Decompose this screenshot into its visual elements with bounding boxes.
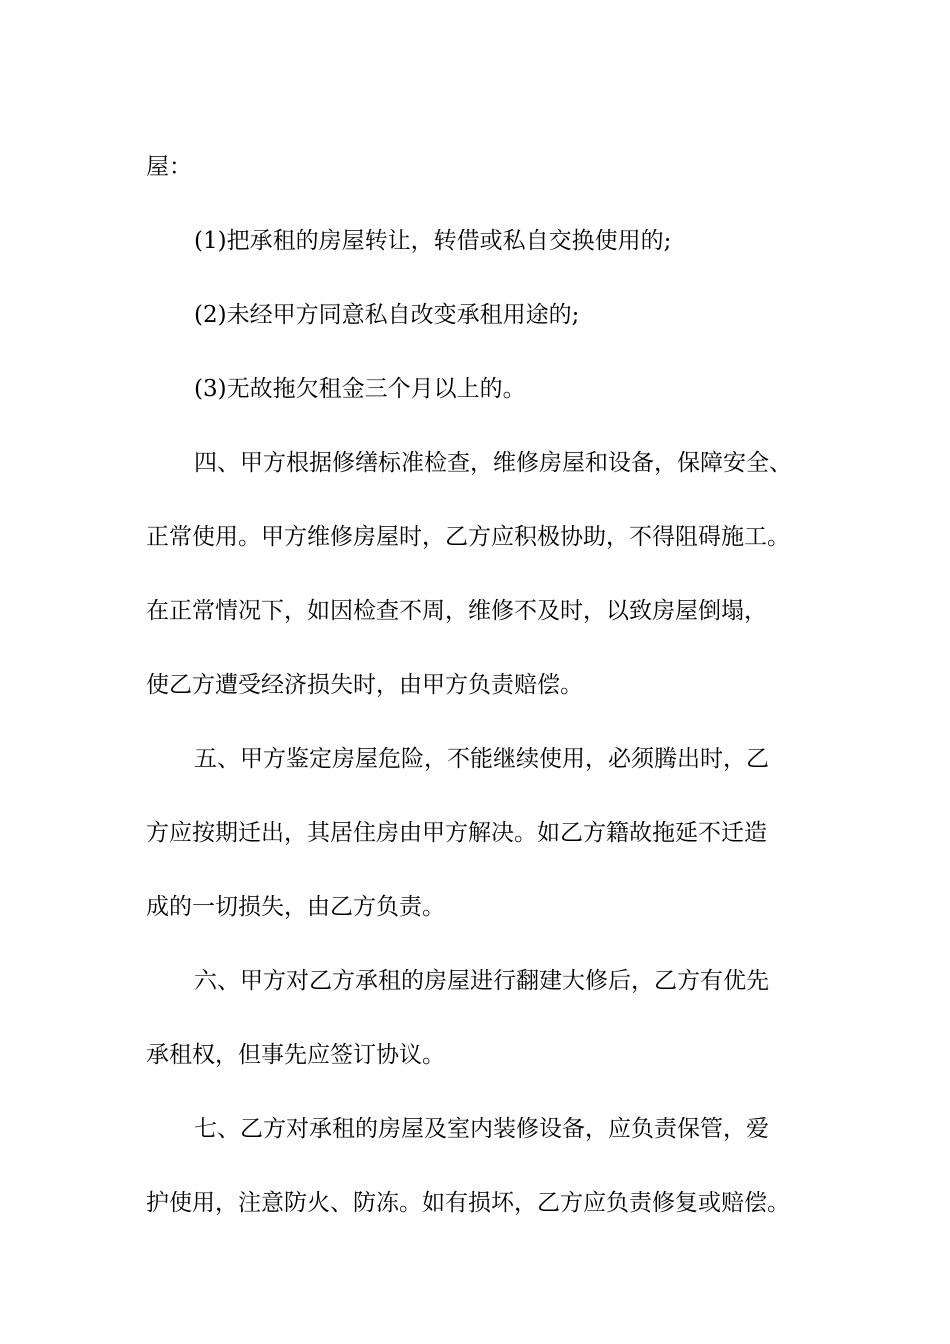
text-line: 屋： bbox=[146, 154, 192, 180]
text-line: 五、甲方鉴定房屋危险，不能继续使用，必须腾出时，乙 bbox=[194, 746, 769, 772]
document-body bbox=[146, 130, 826, 1240]
text-line: (2)未经甲方同意私自改变承租用途的; bbox=[194, 302, 580, 328]
text-line: (1)把承租的房屋转让，转借或私自交换使用的; bbox=[194, 228, 672, 254]
text-line: 护使用，注意防火、防冻。如有损坏，乙方应负责修复或赔偿。 bbox=[146, 1190, 790, 1216]
text-line: 七、乙方对承租的房屋及室内装修设备，应负责保管，爱 bbox=[194, 1116, 769, 1142]
text-line: 承租权，但事先应签订协议。 bbox=[146, 1042, 445, 1068]
text-line: 正常使用。甲方维修房屋时，乙方应积极协助，不得阻碍施工。 bbox=[146, 524, 790, 550]
text-line: 使乙方遭受经济损失时，由甲方负责赔偿。 bbox=[146, 672, 583, 698]
text-line: 方应按期迁出，其居住房由甲方解决。如乙方籍故拖延不迁造 bbox=[146, 820, 767, 846]
text-line: 六、甲方对乙方承租的房屋进行翻建大修后，乙方有优先 bbox=[194, 968, 769, 994]
text-line: (3)无故拖欠租金三个月以上的。 bbox=[194, 376, 526, 402]
text-line: 在正常情况下，如因检查不周，维修不及时，以致房屋倒塌， bbox=[146, 598, 767, 624]
text-line: 成的一切损失，由乙方负责。 bbox=[146, 894, 445, 920]
text-line: 四、甲方根据修缮标准检查，维修房屋和设备，保障安全、 bbox=[194, 450, 792, 476]
